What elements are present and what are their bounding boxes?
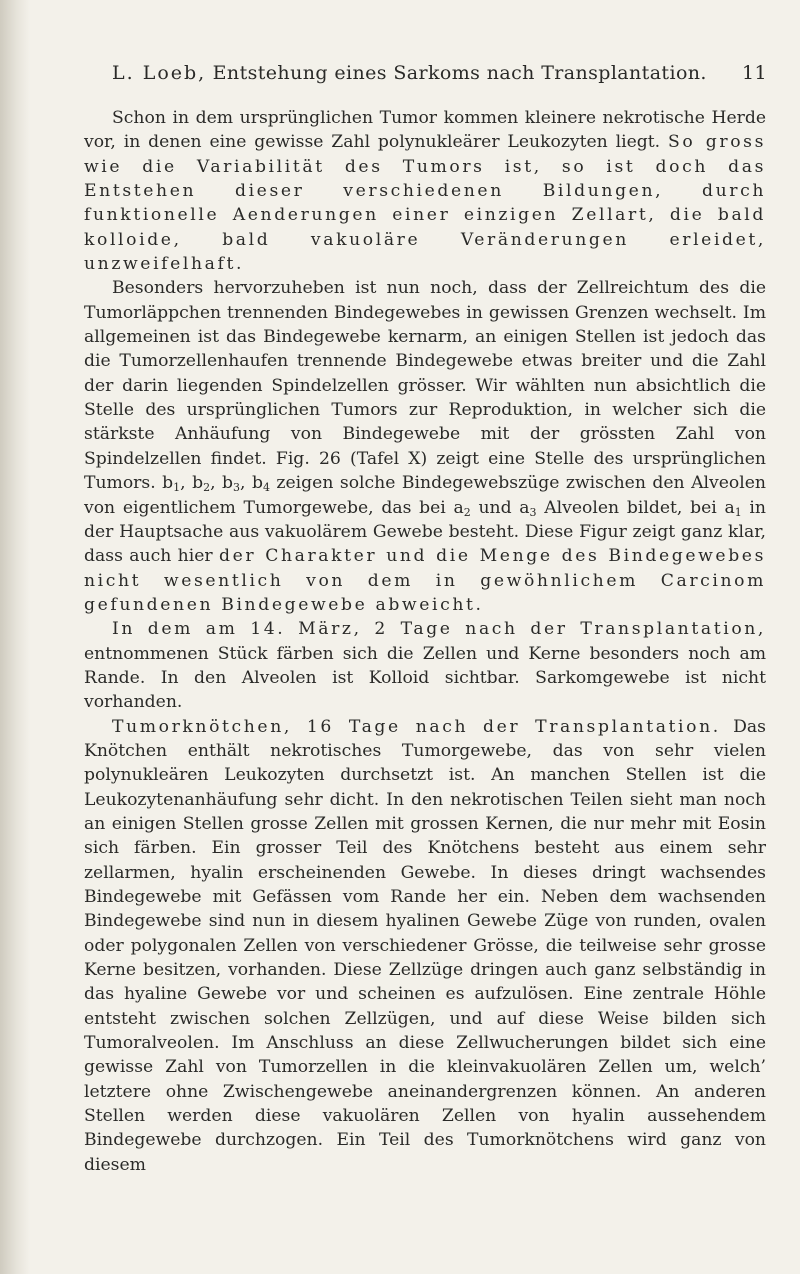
- body-text: [84, 106, 766, 1177]
- emphasized-text: In dem am 14. März, 2 Tage nach der Transplantation,: [112, 619, 766, 640]
- header-author: L. Loeb,: [112, 62, 207, 84]
- text-run: und a: [470, 497, 530, 518]
- running-header: [112, 62, 767, 88]
- text-run: zeigen solche Bindegewebszüge zwischen den Alveolen von eigentlichem Tumorgewebe, das bei a: [84, 473, 766, 518]
- subscript: 1: [173, 481, 181, 495]
- text-run: Besonders hervorzuheben ist nun noch, dass der Zellreichtum des die Tumorläppchen trennenden Bindegewebes in gewissen Grenzen wechselt. Im allgemeinen ist das Bindegewebe kernarm, an einigen Stellen ist jedoch das die Tumorzellenhaufen trennende Bindegewebe etwas breiter und die Zahl der darin liegenden Spindelzellen grösser. Wir wählten nun absichtlich die Stelle des ursprünglichen Tumors zur Reproduktion, in welcher sich die stärkste Anhäufung von Bindegewebe mit der grössten Zahl von Spindelzellen findet. Fig. 26 (Tafel X) zeigt eine Stelle des ursprünglichen Tumors. b: [84, 278, 766, 494]
- text-run: entnommenen Stück färben sich die Zellen und Kerne besonders noch am Rande. In den Alveolen ist Kolloid sichtbar. Sarkomgewebe ist nicht vorhanden.: [84, 643, 766, 713]
- page-edge-shadow: [0, 0, 30, 1274]
- paragraph: [84, 715, 766, 1178]
- header-title: Entstehung eines Sarkoms nach Transplantation.: [212, 62, 707, 84]
- subscript: 1: [734, 505, 742, 519]
- page-number: 11: [742, 62, 767, 84]
- text-run: , b: [180, 473, 204, 494]
- paragraph: [84, 106, 766, 276]
- text-run: , b: [240, 473, 263, 494]
- text-run: Schon in dem ursprünglichen Tumor kommen kleinere nekrotische Herde vor, in denen eine gewisse Zahl polynukleärer Leukozyten liegt.: [84, 108, 766, 153]
- subscript: 2: [203, 481, 211, 495]
- subscript: 2: [463, 505, 471, 519]
- paragraph: [84, 276, 766, 617]
- emphasized-text: Tumorknötchen, 16 Tage nach der Transplantation.: [112, 716, 721, 737]
- text-run: Alveolen bildet, bei a: [536, 497, 735, 518]
- emphasized-text: der Charakter und die Menge des Bindegewebes nicht wesentlich von dem in gewöhnlichem Carcinom gefundenen Bindegewebe abweicht.: [84, 546, 766, 615]
- running-title: [112, 62, 707, 84]
- text-run: , b: [210, 473, 234, 494]
- paragraph: [84, 617, 766, 714]
- text-run: in der Hauptsache aus vakuolärem Gewebe besteht. Diese Figur zeigt ganz klar, dass auch hier: [84, 497, 766, 567]
- emphasized-text: So gross wie die Variabilität des Tumors ist, so ist doch das Entstehen dieser verschiedenen Bildungen, durch funktionelle Aenderungen einer einzigen Zellart, die bald kolloide, bald vakuoläre Veränderungen erleidet, unzweifelhaft.: [84, 132, 766, 275]
- text-run: Das Knötchen enthält nekrotisches Tumorgewebe, das von sehr vielen polynukleären Leukozyten durchsetzt ist. An manchen Stellen ist die Leukozytenanhäufung sehr dicht. In den nekrotischen Teilen sieht man noch an einigen Stellen grosse Zellen mit grossen Kernen, die nur mehr mit Eosin sich färben. Ein grosser Teil des Knötchens besteht aus einem sehr zellarmen, hyalin erscheinenden Gewebe. In dieses dringt wachsendes Bindegewebe mit Gefässen vom Rande her ein. Neben dem wachsenden Bindegewebe sind nun in diesem hyalinen Gewebe Züge von runden, ovalen oder polygonalen Zellen von verschiedener Grösse, die teilweise sehr grosse Kerne besitzen, vorhanden. Diese Zellzüge dringen auch ganz selbständig in das hyaline Gewebe vor und scheinen es aufzulösen. Eine zentrale Höhle entsteht zwischen solchen Zellzügen, und auf diese Weise bilden sich Tumoralveolen. Im Anschluss an diese Zellwucherungen bildet sich eine gewisse Zahl von Tumorzellen in die kleinvakuolären Zellen um, welch’ letztere ohne Zwischengewebe aneinandergrenzen können. An anderen Stellen werden diese vakuolären Zellen von hyalin aussehendem Bindegewebe durchzogen. Ein Teil des Tumorknötchens wird ganz von diesem: [84, 716, 766, 1175]
- subscript: 4: [262, 481, 270, 495]
- subscript: 3: [233, 481, 241, 495]
- subscript: 3: [529, 505, 537, 519]
